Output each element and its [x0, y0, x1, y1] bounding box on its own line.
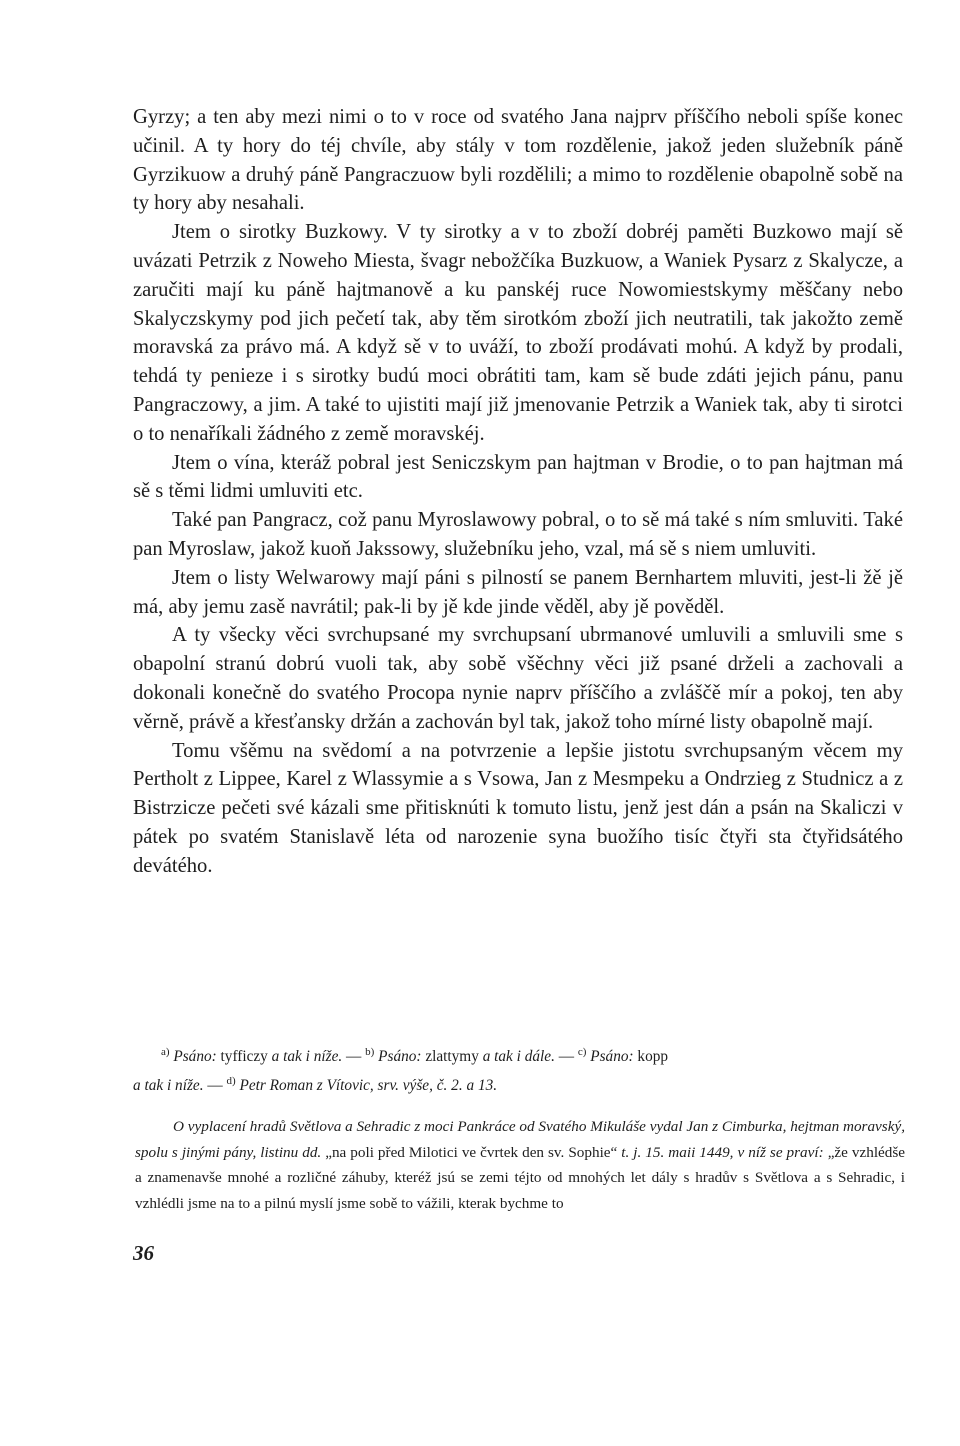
regest-paragraph — [135, 1114, 905, 1216]
footnote-marker: d) — [226, 1075, 236, 1088]
footnote-text: tyfficzy — [220, 1048, 268, 1066]
regest-date: t. j. 15. maii 1449, v níž se praví: — [621, 1143, 824, 1161]
footnote-text: Petr Roman z Vítovic, srv. výše, č. 2. a 13. — [239, 1077, 498, 1095]
paragraph: Jtem o vína, kteráž pobral jest Seniczskym pan hajtman v Brodie, o to pan hajtman má sě s těmi lidmi umluviti etc. — [133, 451, 903, 503]
footnote-note: a tak i dále. — [482, 1048, 555, 1066]
page-number: 36 — [133, 1241, 154, 1265]
paragraph: Gyrzy; a ten aby mezi nimi o to v roce od svatého Jana najprv příščího neboli spíše konec učinil. A ty hory do téj chvíle, aby stály v tom rozdělenie, jakož jeden služebník páně Gyrzikuow a druhý páně Pangraczuow byli rozdělili; a mimo to rozdělenie obapolně sobě na ty hory aby nesahali. — [133, 106, 903, 215]
regest-quote: „že vzhlédše a znamenavše mnohé a rozličné záhuby, kteréž jsú se zemi téjto od mnohých let dály s hradův s Světlova a s Sehradic, i vzhlédli jsme na to a pilnú myslí jsme sobě to vážili, kterak bychme to — [135, 1143, 906, 1212]
footnote-marker: c) — [577, 1046, 587, 1058]
footnote-label: Psáno: — [173, 1048, 217, 1066]
footnote-line — [133, 1069, 903, 1098]
paragraph: Jtem o sirotky Buzkowy. V ty sirotky a v to zboží dobréj paměti Buzkowo mají sě uvázati Petrzik z Noweho Miesta, švagr nebožčíka Buzkuow, a Waniek Pysarz z Skalycze, a zaručiti mají ku páně hajtmanově a ku panskéj ruce Nowomiestskymy měščany nebo Skalyczskymy pod jich pečetí tak, aby těm sirotkóm zboží jich neutratili, tak jakožto země moravská za právo má. A když sě v to uváží, to zboží prodávati mohú. A když by prodali, tehdá ty penieze i s sirotky budú moci obrátiti tam, kam sě bude zdáti jejich pánu, panu Pangraczowy, a jim. A také to ujistiti mají již jmenovanie Petrzik a Waniek tak, aby ti sirotci o to nenaříkali žádného z země moravskéj. — [133, 221, 903, 445]
paragraph: Tomu všěmu na svědomí a na potvrzenie a lepšie jistotu svrchupsaným věcem my Pertholt z Lippee, Karel z Wlassymie a s Vsowa, Jan z Mesmpeku a Ondrzieg z Studnicz a z Bistrzicze pečeti své kázali sme přitisknúti k tomuto listu, jenž jest dán a psán na Skaliczi v pátek po svatém Stanislavě léta od narozenie syna buožího tisíc čtyři sta čtyřidsátého devátého. — [133, 739, 903, 877]
paragraph: Jtem o listy Welwarowy mají páni s pilností se panem Bernhartem mluviti, jest-li žě jě má, aby jemu zasě navrátil; pak-li by jě kde jinde věděl, aby jě pověděl. — [133, 566, 903, 618]
footnote-marker: a) — [161, 1046, 170, 1058]
footnote-marker: b) — [365, 1046, 375, 1058]
footnote-dash: — — [558, 1048, 575, 1066]
regest — [135, 1114, 905, 1216]
footnote-dash: — — [207, 1077, 223, 1095]
paragraph: A ty všecky věci svrchupsané my svrchupsaní ubrmanové umluvili a smluvili sme s obapolní stranú dobrú vuoli tak, aby sobě všěchny věci již psané drželi a zachovali a dokonali konečně do svatého Procopa nynie naprv příščího a zvláščě mír a pokoj, ten aby věrně, právě a křesťansky držán a zachován byl tak, jakož toho mírné listy obapolně mají. — [133, 624, 903, 733]
paragraph: Také pan Pangracz, což panu Myroslawowy pobral, o to sě má také s ním smluviti. Také pan Myroslaw, jakož kuoň Jakssowy, služebníku jeho, vzal, má sě s niem umluviti. — [133, 509, 903, 560]
footnote-text: zlattymy — [425, 1048, 479, 1066]
footnote-line — [133, 1040, 903, 1069]
regest-quote: „na poli před Milotici ve čvrtek den sv. Sophie“ — [325, 1143, 618, 1161]
footnote-label: Psáno: — [590, 1048, 634, 1066]
footnote-dash: — — [346, 1048, 362, 1066]
footnote-label: Psáno: — [378, 1048, 422, 1066]
footnote-note: a tak i níže. — [271, 1048, 343, 1066]
main-text — [133, 103, 903, 881]
footnotes — [133, 1040, 903, 1098]
regest-intro: O vyplacení hradů Světlova a Sehradic z moci Pankráce od Svatého Mikuláše vydal Jan z Cimburka, hejtman moravský, spolu s jinými pány, listinu dd. — [135, 1118, 905, 1161]
footnote-note: a tak i níže. — [133, 1077, 204, 1095]
footnote-text: kopp — [637, 1048, 669, 1066]
